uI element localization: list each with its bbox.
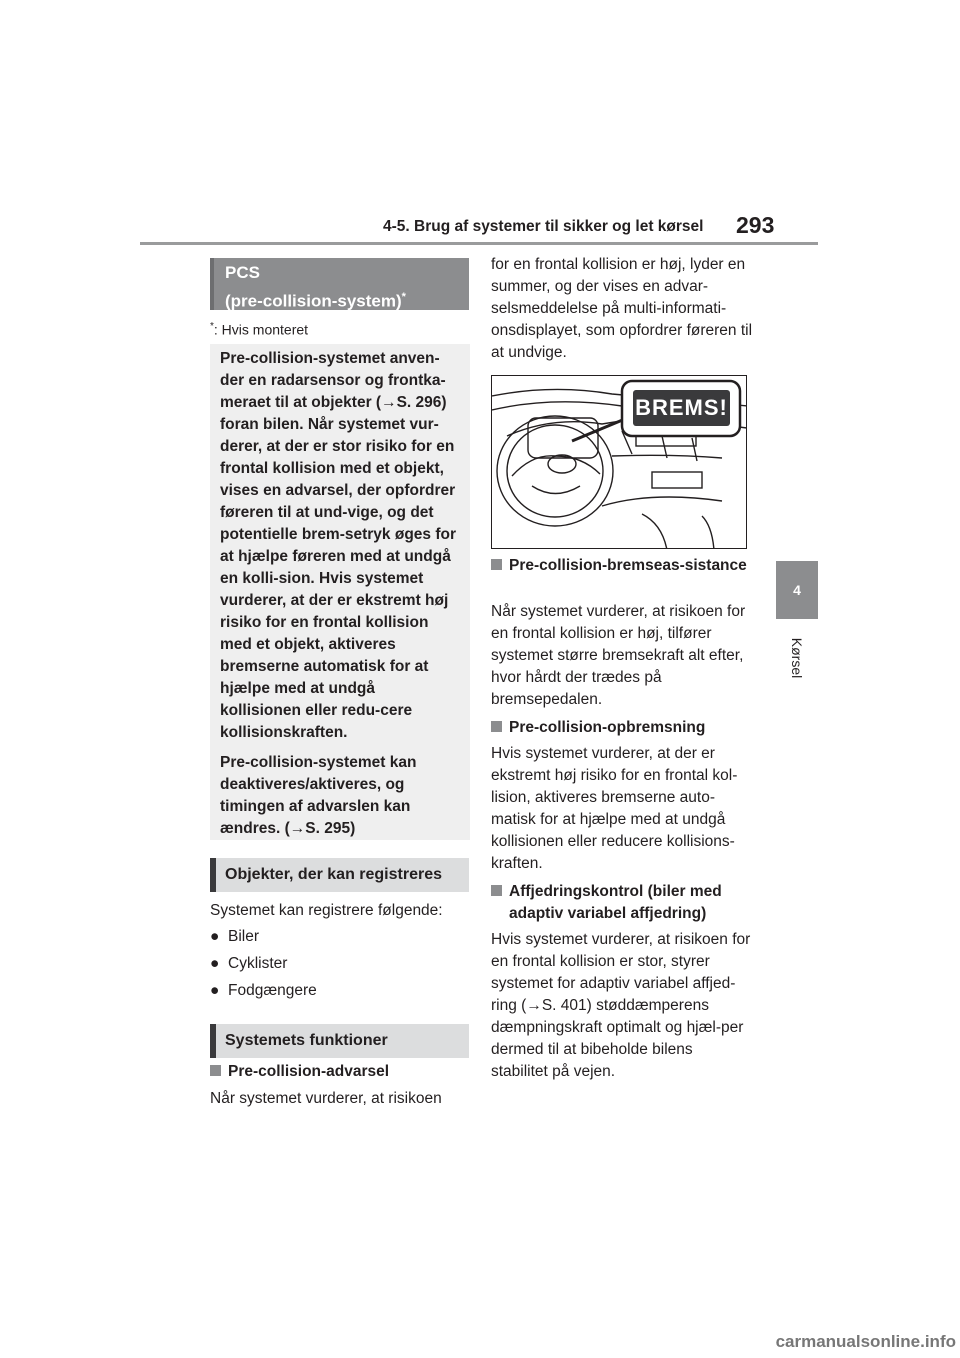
brake-assist-heading: Pre-collision-bremseas-sistance <box>491 555 771 577</box>
pcs-title-line2: (pre-collision-system)* <box>225 291 406 311</box>
damping-heading: Affjedringskontrol (biler med adaptiv variabel affjedring) <box>491 881 771 925</box>
intro-box <box>210 344 470 840</box>
list-item: ● Fodgængere <box>210 982 317 999</box>
intro-paragraph: Pre-collision-systemet kan deaktiveres/aktiveres, og timingen af advarslen kan ændres. (→S. 295) <box>220 754 417 837</box>
damping-text: Hvis systemet vurderer, at risikoen for en frontal kollision er stor, styrer systemet for adaptiv variabel affjed-ring (→S. 401) støddæmperens dæmpningskraft optimalt og hjæl-per dermed til at bibeholde bilens stabilitet på vejen. <box>491 931 751 1080</box>
chapter-label: Kørsel <box>789 637 805 679</box>
objects-section-title: Objekter, der kan registreres <box>210 858 469 892</box>
watermark: carmanualsonline.info <box>775 1332 956 1351</box>
brems-display-text: BREMS! <box>635 395 728 420</box>
objects-intro: Systemet kan registrere følgende: <box>210 902 443 919</box>
objects-list <box>210 926 470 1002</box>
dashboard-illustration <box>491 375 747 549</box>
braking-heading: Pre-collision-opbremsning <box>491 717 771 739</box>
list-item: ● Biler <box>210 928 260 945</box>
warning-heading: Pre-collision-advarsel <box>210 1061 488 1083</box>
functions-section-title: Systemets funktioner <box>210 1024 469 1058</box>
chapter-tab: 4 <box>776 561 818 619</box>
intro-paragraph: Pre-collision-systemet anven-der en radarsensor og frontka-meraet til at objekter (→S. 296) foran bilen. Når systemet vur-derer, at der er stor risiko for en frontal kollision med et objekt, vises en advarsel, der opfordrer føreren til at und-vige, og det potentielle brem-setryk øges for at hjælpe føreren med at undgå en kolli-sion. Hvis systemet vurderer, at der er ekstremt høj risiko for en frontal kollision med et objekt, aktiveres bremserne automatisk for at hjælpe med at undgå kollisionen eller redu-cere kollisionskraften. <box>220 350 457 741</box>
braking-text: Hvis systemet vurderer, at der er ekstremt høj risiko for en frontal kol-lision, aktiveres bremserne auto-matisk for at hjælpe med at undgå kollisionen eller reducere kollisions-kraften. <box>491 745 738 872</box>
page-number: 293 <box>736 212 775 238</box>
list-item: ● Cyklister <box>210 955 288 972</box>
header-divider <box>140 242 818 245</box>
warning-text-cont: for en frontal kollision er høj, lyder en summer, og der vises en advar-selsmeddelelse på multi-informati-onsdisplayet, som opfordrer føreren til at undvige. <box>491 256 753 361</box>
footnote: *: Hvis monteret <box>210 321 309 338</box>
section-header: 4-5. Brug af systemer til sikker og let kørsel <box>383 218 704 235</box>
pcs-title-line1: PCS <box>225 263 260 282</box>
pcs-title <box>210 258 469 310</box>
brake-assist-text: Når systemet vurderer, at risikoen for en frontal kollision er høj, tilfører systemet større bremsekraft alt efter, hvor hårdt der trædes på bremsepedalen. <box>491 603 746 708</box>
warning-text-start: Når systemet vurderer, at risikoen <box>210 1090 442 1107</box>
